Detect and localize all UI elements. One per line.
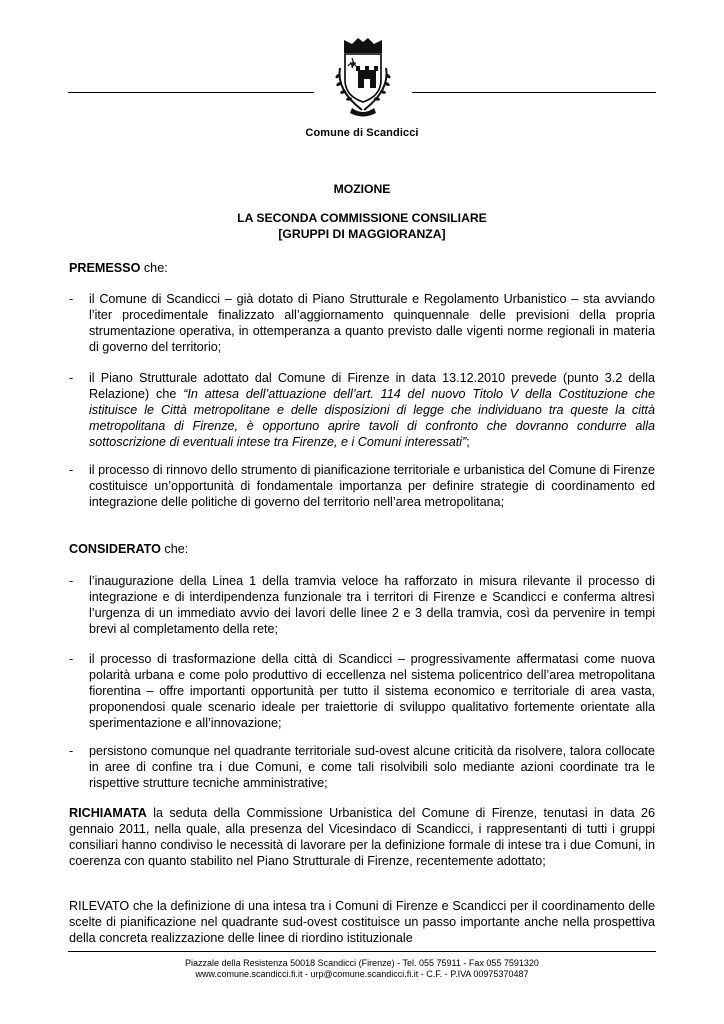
list-item <box>69 744 655 792</box>
premesso-label: PREMESSO <box>69 261 141 275</box>
bullet-dash: - <box>69 292 74 306</box>
list-item <box>69 292 655 356</box>
premesso-suffix: che: <box>140 261 168 275</box>
list-item-text <box>89 371 655 451</box>
footer-rule <box>68 951 656 952</box>
considerato-label: CONSIDERATO <box>69 542 161 556</box>
list-item-text-pre: il Piano Strutturale adottato dal Comune di Firenze in data 13.12.2010 prevede (punto 3.2 della Relazione) che <box>89 371 655 401</box>
list-item <box>69 574 655 638</box>
bullet-dash: - <box>69 463 74 477</box>
richiamata-label: RICHIAMATA <box>69 806 147 820</box>
quote-text: “In attesa dell’attuazione dell’art. 114 del nuovo Titolo V della Costituzione che istituisce le Città metropolitane e delle disposizioni di legge che individuano tra queste la città metropolitana di Firenze, è opportuno aprire tavoli di confronto che dovranno condurre alla sottoscrizione di eventuali intese tra Firenze, e i Comuni interessati” <box>89 386 655 449</box>
considerato-heading <box>69 542 655 558</box>
richiamata-text: la seduta della Commissione Urbanistica del Comune di Firenze, tenutasi in data 26 gennaio 2011, nella quale, alla presenza del Vicesindaco di Scandicci, i rappresentanti di tutti i gruppi consiliari hanno condiviso le necessità di lavorare per la definizione formale di intese tra i due Comuni, in coerenza con quanto stabilito nel Piano Strutturale di Firenze, recentemente adottato; <box>69 806 655 868</box>
richiamata-paragraph <box>69 806 655 870</box>
bullet-dash: - <box>69 371 74 385</box>
list-item-text: persistono comunque nel quadrante territoriale sud-ovest alcune criticità da risolvere, talora collocate in aree di confine tra i due Comuni, e come tali risolvibili solo mediante azioni coordinate tra le rispettive strutture tecniche amministrative; <box>89 744 655 790</box>
list-item-text-post: ; <box>466 434 470 449</box>
header-rule-right <box>412 92 656 93</box>
rilevato-paragraph: RILEVATO che la definizione di una intesa tra i Comuni di Firenze e Scandicci per il coordinamento delle scelte di pianificazione nel quadrante sud-ovest costituisce un passo importante anche nella prospettiva della concreta realizzazione delle linee di riordino istituzionale <box>69 899 655 945</box>
footer-contacts: www.comune.scandicci.fi.it - urp@comune.scandicci.fi.it - C.F. - P.IVA 00975370487 <box>195 969 529 979</box>
org-name: Comune di Scandicci <box>305 127 419 139</box>
bullet-dash: - <box>69 574 74 588</box>
bullet-dash: - <box>69 744 74 758</box>
list-item <box>69 371 655 451</box>
list-item-text: l’inaugurazione della Linea 1 della tramvia veloce ha rafforzato in misura rilevante il processo di integrazione e di interdipendenza funzionale tra i territori di Firenze e Scandicci e conferma altresì l’urgenza di un immediato avvio dei lavori delle linee 2 e 3 della tramvia, così da pervenire in tempi brevi al completamento della rete; <box>89 574 655 636</box>
list-item <box>69 652 655 732</box>
list-item-text: il processo di trasformazione della città di Scandicci – progressivamente affermatasi come nuova polarità urbana e come polo produttivo di eccellenza nel sistema policentrico dell’area metropolitana fiorentina – offre importanti opportunità per tutto il sistema economico e territoriale di area vasta, proponendosi quale scenario ideale per traiettorie di sviluppo qualitativo fortemente orientate alla sperimentazione e all’innovazione; <box>89 652 655 730</box>
considerato-suffix: che: <box>160 542 189 556</box>
doc-subtitle-line2: [GRUPPI DI MAGGIORANZA] <box>278 227 446 241</box>
list-item-text: il processo di rinnovo dello strumento di pianificazione territoriale e urbanistica del Comune di Firenze costituisce un’opportunità di fondamentale importanza per definire strategie di coordinamento ed integrazione delle politiche di governo del territorio nell’area metropolitana; <box>89 463 655 509</box>
doc-title: MOZIONE <box>333 182 391 196</box>
coat-of-arms-icon <box>322 36 404 122</box>
footer-address: Piazzale della Resistenza 50018 Scandicci (Firenze) - Tel. 055 75911 - Fax 055 7591320 <box>185 958 539 968</box>
header-rule-left <box>68 92 314 93</box>
list-item <box>69 463 655 511</box>
list-item-text: il Comune di Scandicci – già dotato di Piano Strutturale e Regolamento Urbanistico – sta avviando l’iter procedimentale finalizzato all’aggiornamento quinquennale delle previsioni della propria strumentazione operativa, in ottemperanza a quanto previsto dalle vigenti norme regionali in materia di governo del territorio; <box>89 292 655 354</box>
doc-subtitle-line1: LA SECONDA COMMISSIONE CONSILIARE <box>237 211 487 225</box>
premesso-heading <box>69 261 655 277</box>
bullet-dash: - <box>69 652 74 666</box>
